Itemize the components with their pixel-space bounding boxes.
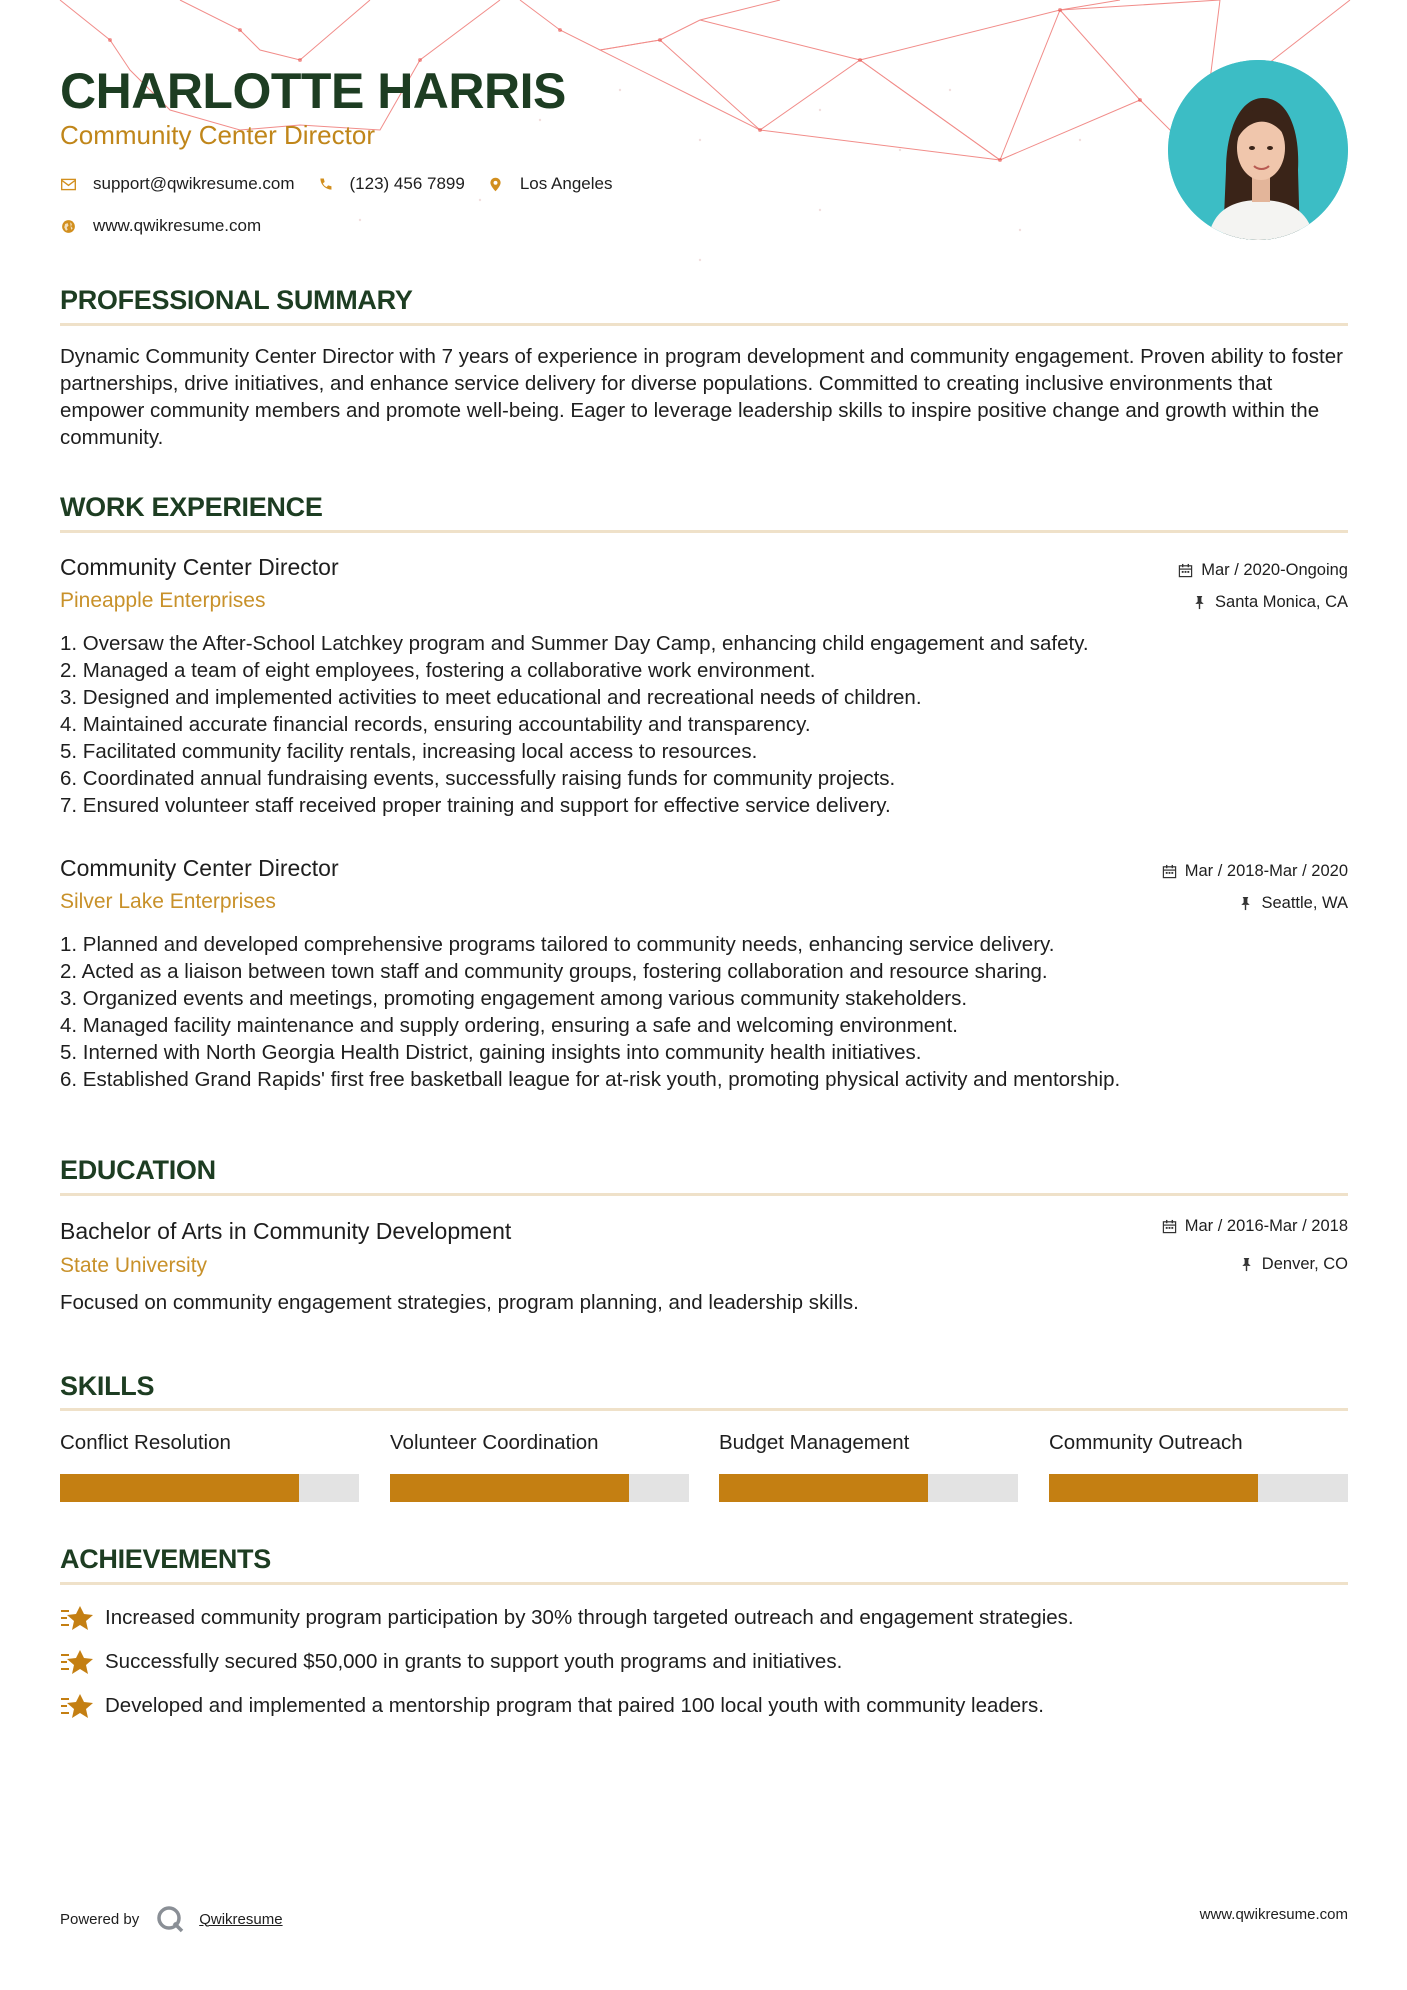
section-heading-summary: PROFESSIONAL SUMMARY [60, 285, 413, 315]
contact-phone[interactable] [317, 174, 465, 194]
skill-bar-fill [1049, 1474, 1258, 1502]
education-location [1239, 1254, 1348, 1274]
contact-email[interactable] [60, 174, 295, 194]
list-item: 1. Planned and developed comprehensive programs tailored to community needs, enhancing service delivery. [60, 933, 1055, 956]
section-divider [60, 323, 1348, 326]
candidate-title: Community Center Director [60, 120, 375, 150]
section-divider [60, 1193, 1348, 1196]
achievement-item [60, 1692, 1044, 1720]
achievement-text: Successfully secured $50,000 in grants to support youth programs and initiatives. [105, 1650, 843, 1673]
list-item: 6. Established Grand Rapids' first free basketball league for at-risk youth, promoting physical activity and mentorship. [60, 1068, 1121, 1091]
footer-powered-by [60, 1904, 283, 1934]
email-text: support@qwikresume.com [93, 174, 295, 193]
list-item: 7. Ensured volunteer staff received proper training and support for effective service delivery. [60, 794, 891, 817]
list-item: 6. Coordinated annual fundraising events, successfully raising funds for community projects. [60, 767, 896, 790]
list-item: 3. Designed and implemented activities to meet educational and recreational needs of children. [60, 686, 922, 709]
achievement-item [60, 1604, 1074, 1632]
skill-bar-fill [719, 1474, 928, 1502]
skill-bar-fill [60, 1474, 299, 1502]
qwikresume-logo-icon [155, 1904, 185, 1934]
job-title: Community Center Director [60, 855, 339, 881]
pushpin-icon [1238, 896, 1253, 911]
contact-row [60, 174, 634, 194]
map-pin-icon [487, 176, 504, 193]
section-heading-experience: WORK EXPERIENCE [60, 492, 323, 522]
skill-bar [719, 1474, 1018, 1502]
section-divider [60, 1408, 1348, 1411]
pushpin-icon [1192, 595, 1207, 610]
skill-name: Volunteer Coordination [390, 1431, 599, 1454]
education-location-text: Denver, CO [1261, 1255, 1348, 1273]
skill-item [390, 1430, 689, 1456]
contact-website[interactable] [60, 216, 261, 236]
company-name: Pineapple Enterprises [60, 589, 266, 612]
phone-icon [317, 176, 334, 193]
job-dates [1162, 861, 1348, 881]
job-location [1238, 893, 1348, 913]
achievement-item [60, 1648, 842, 1676]
skill-item [1049, 1430, 1348, 1456]
location-text: Los Angeles [519, 174, 613, 193]
globe-icon [60, 218, 77, 235]
skill-bar-fill [390, 1474, 629, 1502]
list-item: 4. Maintained accurate financial records, ensuring accountability and transparency. [60, 713, 811, 736]
profile-photo [1168, 60, 1348, 240]
section-divider [60, 530, 1348, 533]
job-bullets [60, 630, 1348, 819]
job-dates-text: Mar / 2018-Mar / 2020 [1184, 862, 1348, 880]
list-item: 5. Interned with North Georgia Health District, gaining insights into community health initiatives. [60, 1041, 922, 1064]
job-title: Community Center Director [60, 554, 339, 580]
calendar-icon [1178, 563, 1193, 578]
calendar-icon [1162, 864, 1177, 879]
skill-bar [1049, 1474, 1348, 1502]
skill-name: Conflict Resolution [60, 1431, 231, 1454]
star-icon [60, 1604, 94, 1632]
achievement-text: Increased community program participation by 30% through targeted outreach and engagement strategies. [105, 1606, 1074, 1629]
education-description: Focused on community engagement strategies, program planning, and leadership skills. [60, 1291, 859, 1314]
job-bullets [60, 931, 1348, 1093]
skill-bar [390, 1474, 689, 1502]
section-divider [60, 1582, 1348, 1585]
envelope-icon [60, 176, 77, 193]
job-location-text: Santa Monica, CA [1215, 593, 1348, 611]
powered-by-label: Powered by [60, 1910, 140, 1928]
resume-page [60, 0, 1348, 1990]
summary-text: Dynamic Community Center Director with 7 years of experience in program development and community engagement. Proven ability to foster partnerships, drive initiatives, and enhance service delivery for diverse populations. Committed to creating inclusive environments that empower community members and promote well-being. Eager to leverage leadership skills to inspire positive change and growth within the community. [60, 345, 1343, 449]
skill-bar [60, 1474, 359, 1502]
star-icon [60, 1648, 94, 1676]
list-item: 3. Organized events and meetings, promoting engagement among various community stakeholders. [60, 987, 968, 1010]
avatar [1168, 60, 1348, 240]
job-dates-text: Mar / 2020-Ongoing [1201, 561, 1348, 579]
phone-text: (123) 456 7899 [349, 174, 465, 193]
job-dates [1178, 560, 1348, 580]
pushpin-icon [1239, 1257, 1254, 1272]
section-heading-achievements: ACHIEVEMENTS [60, 1544, 271, 1574]
list-item: 2. Acted as a liaison between town staff and community groups, fostering collaboration and resource sharing. [60, 960, 1048, 983]
contact-location [487, 174, 613, 194]
candidate-name: CHARLOTTE HARRIS [60, 63, 566, 119]
brand-link[interactable]: Qwikresume [199, 1910, 283, 1928]
section-heading-education: EDUCATION [60, 1155, 216, 1185]
calendar-icon [1162, 1219, 1177, 1234]
list-item: 1. Oversaw the After-School Latchkey program and Summer Day Camp, enhancing child engagement and safety. [60, 632, 1089, 655]
list-item: 4. Managed facility maintenance and supply ordering, ensuring a safe and welcoming environment. [60, 1014, 958, 1037]
job-location-text: Seattle, WA [1261, 894, 1348, 912]
list-item: 2. Managed a team of eight employees, fostering a collaborative work environment. [60, 659, 816, 682]
education-dates [1162, 1216, 1348, 1236]
skill-item [60, 1430, 359, 1456]
list-item: 5. Facilitated community facility rentals, increasing local access to resources. [60, 740, 758, 763]
star-icon [60, 1692, 94, 1720]
company-name: Silver Lake Enterprises [60, 890, 276, 913]
skill-name: Budget Management [719, 1431, 910, 1454]
degree-title: Bachelor of Arts in Community Development [60, 1218, 512, 1244]
footer-website[interactable]: www.qwikresume.com [1199, 1906, 1348, 1923]
section-heading-skills: SKILLS [60, 1371, 155, 1401]
education-dates-text: Mar / 2016-Mar / 2018 [1184, 1217, 1348, 1235]
achievement-text: Developed and implemented a mentorship program that paired 100 local youth with community leaders. [105, 1694, 1044, 1717]
school-name: State University [60, 1254, 208, 1277]
job-location [1192, 592, 1348, 612]
skill-name: Community Outreach [1049, 1431, 1243, 1454]
website-text: www.qwikresume.com [93, 216, 262, 235]
skill-item [719, 1430, 1018, 1456]
contact-row-website [60, 216, 283, 236]
